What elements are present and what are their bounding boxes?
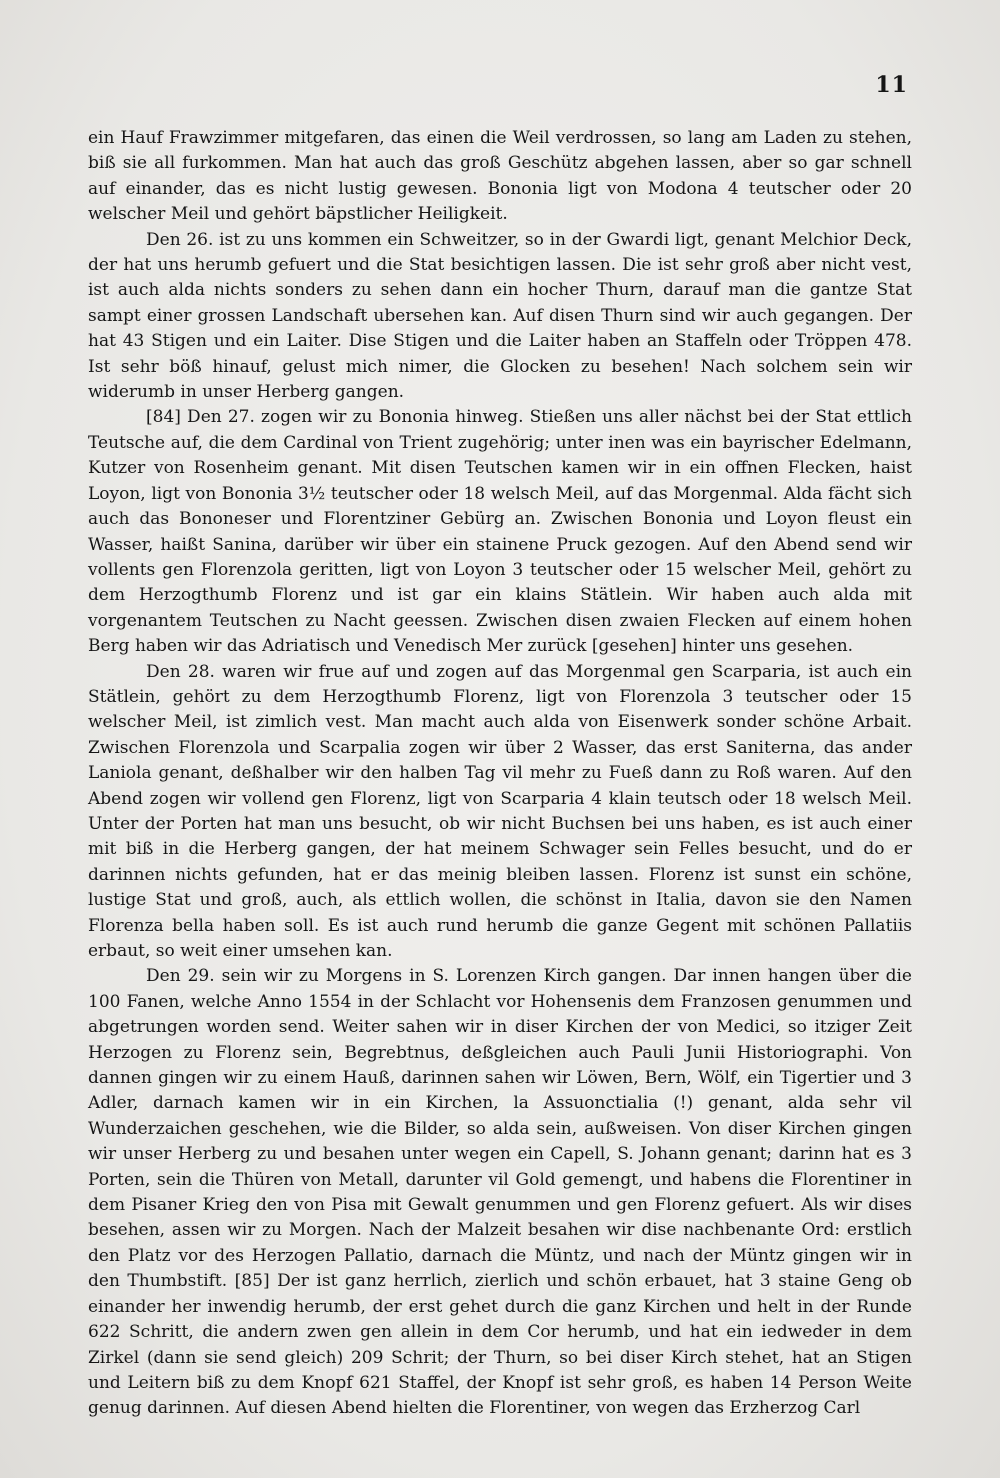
- paragraph-3: [84] Den 27. zogen wir zu Bononia hinweg. Stießen uns aller nächst bei der Stat ettlich Teutsche auf, die dem Cardinal von Trient zugehörig; unter inen was ein bayrischer Edelmann, Kutzer von Rosenheim genant. Mit disen Teutschen kamen wir in ein offnen Flecken, haist Loyon, ligt von Bononia 3½ teutscher oder 18 welsch Meil, auf das Morgenmal. Alda fächt sich auch das Bononeser und Florentziner Gebürg an. Zwischen Bononia und Loyon fleust ein Wasser, haißt Sanina, darüber wir über ein stainene Pruck gezogen. Auf den Abend send wir vollents gen Florenzola geritten, ligt von Loyon 3 teutscher oder 15 welscher Meil, gehört zu dem Herzogthumb Florenz und ist gar ein klains Stätlein. Wir haben auch alda mit vorgenantem Teutschen zu Nacht geessen. Zwischen disen zwaien Flecken auf einem hohen Berg haben wir das Adriatisch und Venedisch Mer zurück [gesehen] hinter uns gesehen.: [88, 407, 912, 657]
- paragraph-4: Den 28. waren wir frue auf und zogen auf das Morgenmal gen Scarparia, ist auch ein Stätlein, gehört zu dem Herzogthumb Florenz, ligt von Florenzola 3 teutscher oder 15 welscher Meil, ist zimlich vest. Man macht auch alda von Eisenwerk sonder schöne Arbait. Zwischen Florenzola und Scarpalia zogen wir über 2 Wasser, das erst Saniterna, das ander Laniola genant, deßhalber wir den halben Tag vil mehr zu Fueß dann zu Roß waren. Auf den Abend zogen wir vollend gen Florenz, ligt von Scarparia 4 klain teutsch oder 18 welsch Meil. Unter der Porten hat man uns besucht, ob wir nicht Buchsen bei uns haben, es ist auch einer mit biß in die Herberg gangen, der hat meinem Schwager sein Felles besucht, und do er darinnen nichts gefunden, hat er das meinig bleiben lassen. Florenz ist sunst ein schöne, lustige Stat und groß, auch, als ettlich wollen, die schönst in Italia, davon sie den Namen Florenza bella haben soll. Es ist auch rund herumb die ganze Gegent mit schönen Pallatiis erbaut, so weit einer umsehen kan.: [88, 661, 912, 961]
- page-number: 11: [875, 72, 908, 98]
- paragraph-1: ein Hauf Frawzimmer mitgefaren, das einen die Weil verdrossen, so lang am Laden zu stehen, biß sie all furkommen. Man hat auch das groß Geschütz abgehen lassen, aber so gar schnell auf einander, das es nicht lustig gewesen. Bononia ligt von Modona 4 teutscher oder 20 welscher Meil und gehört bäpstlicher Heiligkeit.: [88, 128, 912, 225]
- paragraph-5: Den 29. sein wir zu Morgens in S. Lorenzen Kirch gangen. Dar innen hangen über die 100 Fanen, welche Anno 1554 in der Schlacht vor Hohensenis dem Franzosen genummen und abgetrungen worden send. Weiter sahen wir in diser Kirchen der von Medici, so itziger Zeit Herzogen zu Florenz sein, Begrebtnus, deßgleichen auch Pauli Junii Historiographi. Von dannen gingen wir zu einem Hauß, darinnen sahen wir Löwen, Bern, Wölf, ein Tigertier und 3 Adler, darnach kamen wir in ein Kirchen, la Assuonctialia (!) genant, alda sehr vil Wunderzaichen geschehen, wie die Bilder, so alda sein, außweisen. Von diser Kirchen gingen wir unser Herberg zu und besahen unter wegen ein Capell, S. Johann genant; darinn hat es 3 Porten, sein die Thüren von Metall, darunter vil Gold gemengt, und habens die Florentiner in dem Pisaner Krieg den von Pisa mit Gewalt genummen und gen Florenz gefuert. Als wir dises besehen, assen wir zu Morgen. Nach der Malzeit besahen wir dise nachbenante Ord: erstlich den Platz vor des Herzogen Pallatio, darnach die Müntz, und nach der Müntz gingen wir in den Thumbstift. [85] Der ist ganz herrlich, zierlich und schön erbauet, hat 3 staine Geng ob einander her inwendig herumb, der erst gehet durch die ganz Kirchen und helt in der Runde 622 Schritt, die andern zwen gen allein in dem Cor herumb, und hat ein iedweder in dem Zirkel (dann sie send gleich) 209 Schrit; der Thurn, so bei diser Kirch stehet, hat an Stigen und Leitern biß zu dem Knopf 621 Staffel, der Knopf ist sehr groß, es haben 14 Person Weite genug darinnen. Auf diesen Abend hielten die Florentiner, von wegen das Erzherzog Carl: [88, 966, 912, 1419]
- body-text: [88, 126, 912, 1422]
- paragraph-2: Den 26. ist zu uns kommen ein Schweitzer, so in der Gwardi ligt, genant Melchior Deck, der hat uns herumb gefuert und die Stat besichtigen lassen. Die ist sehr groß aber nicht vest, ist auch alda nichts sonders zu sehen dann ein hocher Thurn, darauf man die gantze Stat sampt einer grossen Landschaft ubersehen kan. Auf disen Thurn sind wir auch gegangen. Der hat 43 Stigen und ein Laiter. Dise Stigen und die Laiter haben an Staffeln oder Tröppen 478. Ist sehr böß hinauf, gelust mich nimer, die Glocken zu besehen! Nach solchem sein wir widerumb in unser Herberg gangen.: [88, 229, 912, 403]
